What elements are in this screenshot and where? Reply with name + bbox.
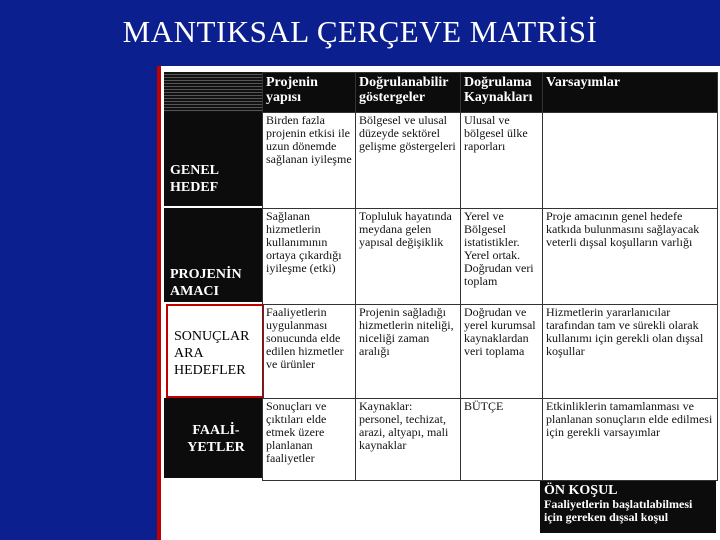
cell-r4-c4: Etkinliklerin tamamlanması ve planlanan sonuçların elde edilmesi için gerekli varsayımlar — [543, 399, 718, 481]
cell-r3-c2: Projenin sağladığı hizmetlerin niteliği, niceliği zaman aralığı — [356, 305, 461, 399]
cell-r1-c4 — [543, 113, 718, 209]
row-header-projenin-amaci — [164, 208, 262, 304]
row-header-faaliyetler — [164, 398, 262, 480]
corner-pattern — [164, 72, 262, 112]
row-header-genel-hedef — [164, 112, 262, 208]
cell-r4-c3: BÜTÇE — [461, 399, 543, 481]
header-dogrulama-kaynaklari: Doğrulama Kaynakları — [461, 73, 543, 113]
header-varsayimlar: Varsayımlar — [543, 73, 718, 113]
page-title: MANTIKSAL ÇERÇEVE MATRİSİ — [122, 14, 598, 49]
header-projenin-yapisi: Projenin yapısı — [263, 73, 356, 113]
cell-r3-c3: Doğrudan ve yerel kurumsal kaynaklardan veri toplama — [461, 305, 543, 399]
row-header-corner — [164, 72, 262, 112]
cell-r2-c2: Topluluk hayatında meydana gelen yapısal değişiklik — [356, 209, 461, 305]
cell-r1-c2: Bölgesel ve ulusal düzeyde sektörel gelişme göstergeleri — [356, 113, 461, 209]
header-dogrulanabilir-gostergeler: Doğrulanabilir göstergeler — [356, 73, 461, 113]
row-label-faaliyetler: FAALİ- YETLER — [187, 423, 245, 455]
row-label-genel-hedef: GENEL HEDEF — [170, 163, 219, 195]
cell-r1-c3: Ulusal ve bölgesel ülke raporları — [461, 113, 543, 209]
cell-r3-c4: Hizmetlerin yararlanıcılar tarafından tam ve sürekli olarak kullanımı için gerekli olan dışsal koşullar — [543, 305, 718, 399]
row-label-sonuclar: SONUÇLAR ARA HEDEFLER — [174, 329, 250, 378]
cell-r2-c1: Sağlanan hizmetlerin kullanımının ortaya çıkardığı iyileşme (etki) — [263, 209, 356, 305]
cell-r2-c4: Proje amacının genel hedefe katkıda bulunmasını sağlayacak veterli dışsal koşulların varlığı — [543, 209, 718, 305]
cell-r2-c3: Yerel ve Bölgesel istatistikler. Yerel ortak. Doğrudan veri toplam — [461, 209, 543, 305]
precondition-text: Faaliyetlerin başlatılabilmesi için gereken dışsal koşul — [544, 497, 693, 524]
precondition-box — [540, 481, 716, 533]
cell-r1-c1: Birden fazla projenin etkisi ile uzun dönemde sağlanan iyileşme — [263, 113, 356, 209]
cell-r3-c1: Faaliyetlerin uygulanması sonucunda elde edilen hizmetler ve ürünler — [263, 305, 356, 399]
cell-r4-c1: Sonuçları ve çıktıları elde etmek üzere planlanan faaliyetler — [263, 399, 356, 481]
logframe-table — [262, 72, 718, 481]
row-label-projenin-amaci: PROJENİN AMACI — [170, 267, 242, 299]
precondition-heading: ÖN KOŞUL — [544, 483, 618, 498]
cell-r4-c2: Kaynaklar: personel, techizat, arazi, altyapı, mali kaynaklar — [356, 399, 461, 481]
row-header-sonuclar — [166, 304, 264, 398]
